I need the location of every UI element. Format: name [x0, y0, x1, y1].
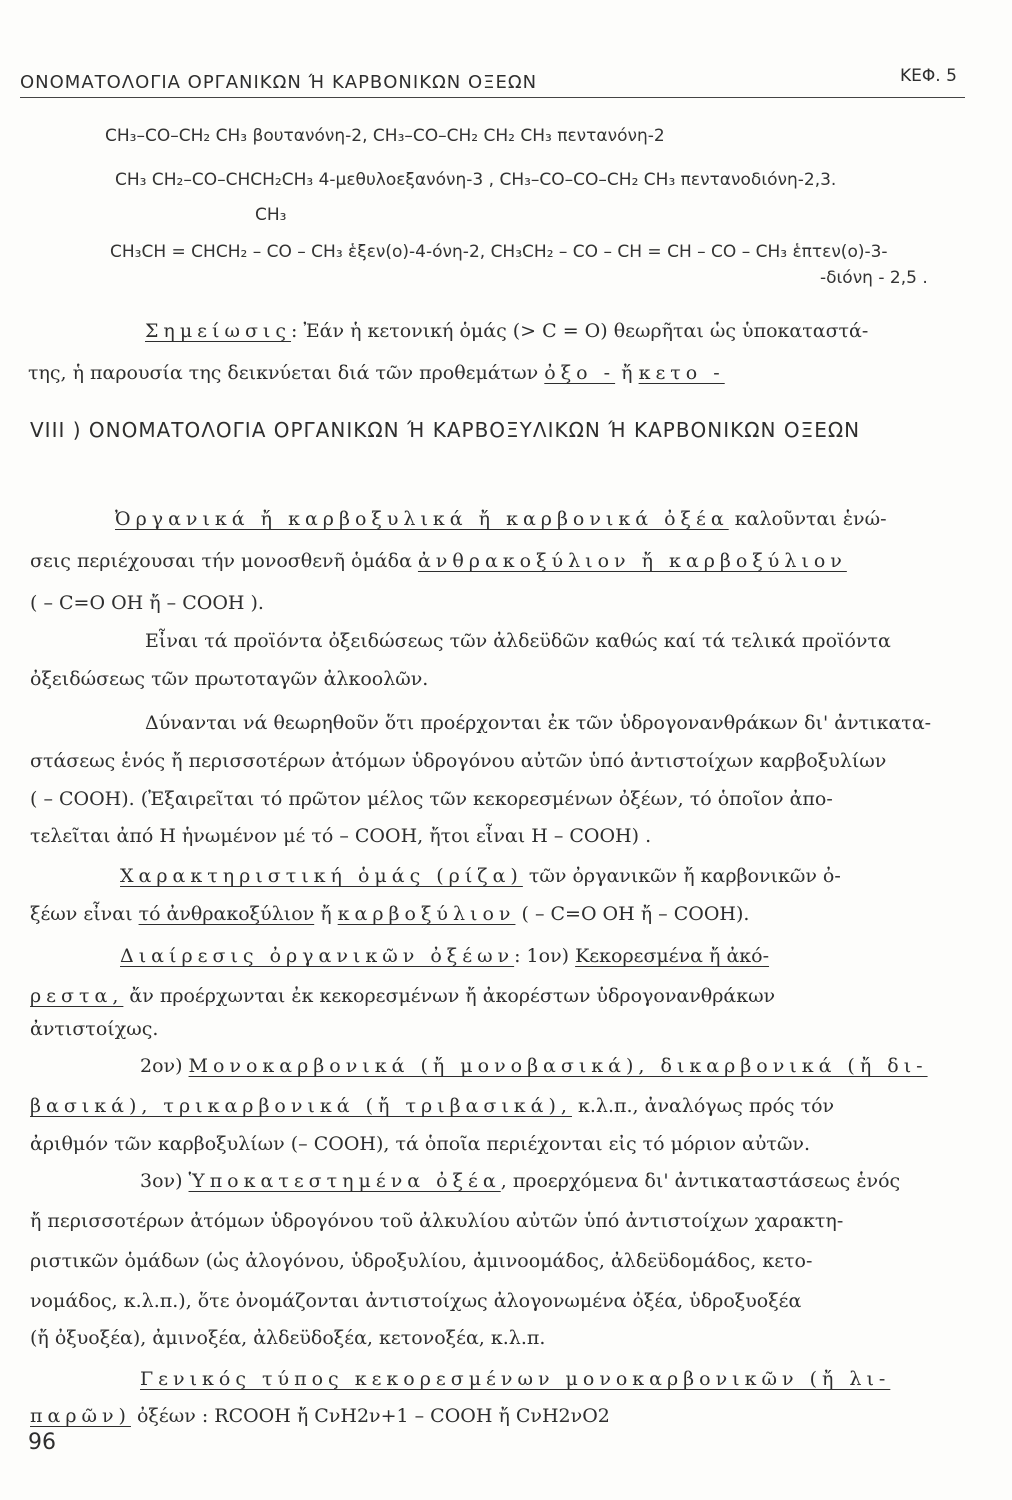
- para-line-3: ( – C=O OH ἤ – COOH ).: [30, 592, 264, 614]
- term-substituted: Ὑποκατεστημένα ὀξέα: [188, 1170, 501, 1192]
- chapter-label: ΚΕΦ. 5: [900, 66, 957, 86]
- para-line-12: [120, 945, 769, 967]
- term-general-formula: Γενικός τύπος κεκορεσμένων μονοκαρβονικῶν (ἤ λι-: [140, 1368, 891, 1390]
- para-line-17: ἀριθμόν τῶν καρβοξυλίων (– COOH), τά ὁποῖα περιέχονται εἰς τό μόριον αὐτῶν.: [30, 1133, 811, 1155]
- para-line-2: [30, 550, 847, 572]
- para-line-1: [115, 508, 887, 530]
- ketone-line-3: CH₃: [255, 205, 287, 225]
- note-label: Σημείωσις: [145, 320, 292, 342]
- para-line-18: [140, 1170, 900, 1192]
- para-line-15: [140, 1055, 928, 1077]
- prefix-oxo: ὀξο -: [544, 362, 616, 384]
- page-header-title: ΟΝΟΜΑΤΟΛΟΓΙΑ ΟΡΓΑΝΙΚΩΝ Ή ΚΑΡΒΟΝΙΚΩΝ ΟΞΕΩΝ: [20, 72, 538, 93]
- term-monocarbonic: Μονοκαρβονικά (ἤ μονοβασικά), δικαρβονικά (ἤ δι-: [188, 1055, 928, 1077]
- para-text: 3ον): [140, 1170, 189, 1192]
- para-line-9: τελεῖται ἀπό H ἡνωμένον μέ τό – COOH, ἤτοι εἶναι H – COOH) .: [30, 825, 652, 847]
- para-line-13: [30, 985, 775, 1007]
- para-line-24: [30, 1405, 610, 1427]
- term-carboxylion: καρβοξύλιον: [337, 903, 516, 925]
- term-characteristic-group: Χαρακτηριστική ὁμάς (ρίζα): [120, 865, 523, 887]
- para-text: καλοῦνται ἑνώ-: [728, 508, 887, 530]
- para-line-4: Εἶναι τά προϊόντα ὀξειδώσεως τῶν ἀλδεϋδῶν καθώς καί τά τελικά προϊόντα: [145, 630, 891, 652]
- note-line-1: [145, 320, 868, 342]
- term-tricarbonic: βασικά), τρικαρβονικά (ἤ τριβασικά),: [30, 1095, 572, 1117]
- note-or: ἤ: [621, 362, 633, 384]
- term-anthrakoxylion: τό ἀνθρακοξύλιον: [138, 903, 315, 925]
- para-line-14: ἀντιστοίχως.: [30, 1018, 159, 1040]
- term-unsaturated: ρεστα,: [30, 985, 124, 1007]
- para-text: 2ον): [140, 1055, 189, 1077]
- para-text: τῶν ὀργανικῶν ἤ καρβονικῶν ὀ-: [522, 865, 841, 887]
- para-text: ἤ: [314, 903, 338, 925]
- para-line-21: νομάδος, κ.λ.π.), ὅτε ὀνομάζονται ἀντιστοίχως ἀλογονωμένα ὀξέα, ὑδροξυοξέα: [30, 1290, 802, 1312]
- ketone-line-1: CH₃–CO–CH₂ CH₃ βουτανόνη-2, CH₃–CO–CH₂ CH₂ CH₃ πεντανόνη-2: [105, 126, 665, 146]
- term-carboxyl: ἀνθρακοξύλιον ἤ καρβοξύλιον: [417, 550, 847, 572]
- para-line-16: [30, 1095, 834, 1117]
- para-line-22: (ἤ ὀξυοξέα), ἀμινοξέα, ἀλδεϋδοξέα, κετονοξέα, κ.λ.π.: [30, 1327, 546, 1349]
- para-line-10: [120, 865, 841, 887]
- para-text: ξέων εἶναι: [30, 903, 139, 925]
- term-fatty: παρῶν): [30, 1405, 131, 1427]
- para-text: : 1ον): [514, 945, 576, 967]
- para-text: , προερχόμενα δι' ἀντικαταστάσεως ἑνός: [500, 1170, 901, 1192]
- ketone-line-4: CH₃CH = CHCH₂ – CO – CH₃ ἑξεν(ο)-4-όνη-2, CH₃CH₂ – CO – CH = CH – CO – CH₃ ἑπτεν(ο)-3-: [110, 242, 888, 262]
- note-line-2: [28, 362, 725, 384]
- para-line-11: [30, 903, 749, 925]
- para-line-23: [140, 1368, 890, 1390]
- para-text: σεις περιέχουσαι τήν μονοσθενῆ ὁμάδα: [30, 550, 418, 572]
- page-number: 96: [28, 1430, 56, 1455]
- para-line-7: στάσεως ἑνός ἤ περισσοτέρων ἀτόμων ὑδρογόνου αὐτῶν ὑπό ἀντιστοίχων καρβοξυλίων: [30, 750, 887, 772]
- note-text-1: : Ἐάν ἡ κετονική ὁμάς (> C = O) θεωρῆται ὡς ὑποκαταστά-: [291, 320, 869, 342]
- para-text: κ.λ.π., ἀναλόγως πρός τόν: [571, 1095, 835, 1117]
- para-line-5: ὀξειδώσεως τῶν πρωτοταγῶν ἀλκοολῶν.: [30, 668, 429, 690]
- prefix-keto: κετο -: [638, 362, 725, 384]
- para-text: ἄν προέρχωνται ἐκ κεκορεσμένων ἤ ἀκορέστων ὑδρογονανθράκων: [123, 985, 776, 1007]
- term-organic-acids: Ὀργανικά ἤ καρβοξυλικά ἤ καρβονικά ὀξέα: [115, 508, 729, 530]
- para-text: ( – C=O OH ἤ – COOH).: [515, 903, 750, 925]
- para-line-6: Δύνανται νά θεωρηθοῦν ὅτι προέρχονται ἐκ τῶν ὑδρογονανθράκων δι' ἀντικατα-: [145, 712, 932, 734]
- para-text: ὀξέων : RCOOH ἤ CνH2ν+1 – COOH ἤ CνH2νO2: [130, 1405, 610, 1427]
- para-line-19: ἤ περισσοτέρων ἀτόμων ὑδρογόνου τοῦ ἀλκυλίου αὐτῶν ὑπό ἀντιστοίχων χαρακτη-: [30, 1210, 844, 1232]
- section-title: VIII ) ΟΝΟΜΑΤΟΛΟΓΙΑ ΟΡΓΑΝΙΚΩΝ Ή ΚΑΡΒΟΞΥΛΙΚΩΝ Ή ΚΑΡΒΟΝΙΚΩΝ ΟΞΕΩΝ: [30, 418, 861, 442]
- ketone-line-2: CH₃ CH₂–CO–CHCH₂CH₃ 4-μεθυλοεξανόνη-3 , CH₃–CO–CO–CH₂ CH₃ πεντανοδιόνη-2,3.: [115, 170, 837, 190]
- term-saturated: Κεκορεσμένα ἤ ἀκό-: [575, 945, 770, 967]
- note-text-2: της, ἡ παρουσία της δεικνύεται διά τῶν προθεμάτων: [28, 362, 539, 384]
- para-line-8: ( – COOH). (Ἐξαιρεῖται τό πρῶτον μέλος τῶν κεκορεσμένων ὀξέων, τό ὁποῖον ἀπο-: [30, 788, 833, 810]
- para-line-20: ριστικῶν ὁμάδων (ὡς ἀλογόνου, ὑδροξυλίου, ἀμινοομάδος, ἀλδεϋδομάδος, κετο-: [30, 1250, 813, 1272]
- ketone-line-5: -διόνη - 2,5 .: [820, 268, 928, 288]
- header-rule: [20, 97, 965, 98]
- term-division: Διαίρεσις ὀργανικῶν ὀξέων: [120, 945, 515, 967]
